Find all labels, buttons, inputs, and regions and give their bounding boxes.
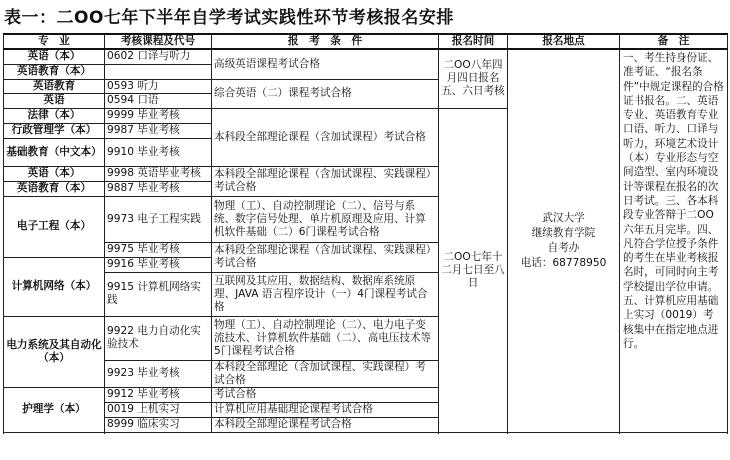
major-cell: 行政管理学（本） xyxy=(4,123,105,138)
condition-cell: 综合英语（二）课程考试合格 xyxy=(212,79,439,108)
header-course: 考核课程及代号 xyxy=(105,34,212,49)
condition-cell: 高级英语课程考试合格 xyxy=(212,49,439,79)
location-line3: 自考办 xyxy=(547,242,580,254)
major-cell: 法律（本） xyxy=(4,108,105,123)
header-location: 报名地点 xyxy=(508,34,620,49)
major-cell: 护理学（本） xyxy=(4,387,105,433)
course-cell xyxy=(105,64,212,79)
major-cell: 英语教育（本） xyxy=(4,64,105,79)
major-cell: 基础教育（中文本） xyxy=(4,138,105,166)
condition-cell: 本科段全部理论课程（含加试课程、实践课程）考试合格 xyxy=(212,166,439,196)
condition-cell: 本科段全部理论（含加试课程、实践课程）考试合格 xyxy=(212,360,439,387)
spacer-cell xyxy=(212,432,439,433)
major-cell: 计算机网络（本） xyxy=(4,257,105,316)
table-row xyxy=(4,49,728,64)
header-condition: 报 考 条 件 xyxy=(212,34,439,49)
condition-cell: 物理（工）、自动控制理论（二）、信号与系统、数字信号处理、单片机原理及应用、计算机软件基础（二）6门课程考试合格 xyxy=(212,196,439,242)
condition-cell: 本科段全部理论课程（含加试课程）考试合格 xyxy=(212,108,439,166)
notes-cell: 一、考生持身份证、准考证、“报名条件”中规定课程的合格证书报名。二、英语专业、英语教育专业口语、听力、口译与听力，环境艺术设计（本）专业形态与空间造型、室内环境设计等课程在报名的次日考试。三、各本科段专业答辩于二OO六年五月完毕。四、凡符合学位授予条件的考生在毕业考核报名时，可同时向主考学校提出学位申请。五、计算机应用基础上实习（0019）考核集中在指定地点进行。 xyxy=(620,49,728,433)
header-row xyxy=(4,34,728,49)
location-phone: 电话：68778950 xyxy=(520,257,607,269)
time-cell-2008: 二OO八年四月四日报名五、六日考核 xyxy=(439,49,508,108)
major-cell: 英语教育（本） xyxy=(4,181,105,196)
course-cell: 9887 毕业考核 xyxy=(105,181,212,196)
course-cell: 0594 口语 xyxy=(105,93,212,108)
header-note: 备 注 xyxy=(620,34,728,49)
header-time: 报名时间 xyxy=(439,34,508,49)
course-cell: 9973 电子工程实践 xyxy=(105,196,212,242)
major-cell: 英语 xyxy=(4,93,105,108)
course-cell: 0602 口译与听力 xyxy=(105,49,212,64)
location-line2: 继续教育学院 xyxy=(531,227,596,239)
location-cell xyxy=(508,49,620,433)
major-cell: 英语（本） xyxy=(4,49,105,64)
location-line1: 武汉大学 xyxy=(542,212,585,224)
major-cell: 英语（本） xyxy=(4,166,105,181)
course-cell: 8999 临床实习 xyxy=(105,417,212,432)
major-cell: 电子工程（本） xyxy=(4,196,105,257)
course-cell: 9975 毕业考核 xyxy=(105,242,212,257)
course-cell: 9916 毕业考核 xyxy=(105,257,212,272)
course-cell: 9998 英语毕业考核 xyxy=(105,166,212,181)
condition-cell: 互联网及其应用、数据结构、数据库系统原理、JAVA 语言程序设计（一）4门课程考试合格 xyxy=(212,272,439,316)
condition-cell: 物理（工）、自动控制理论（二）、电力电子变流技术、计算机软件基础（二）、高电压技术等5门课程考试合格 xyxy=(212,316,439,360)
course-cell: 9923 毕业考核 xyxy=(105,360,212,387)
course-cell: 0593 听力 xyxy=(105,79,212,93)
condition-cell: 计算机应用基础理论课程考试合格 xyxy=(212,402,439,417)
spacer-cell xyxy=(105,432,212,433)
course-cell: 9922 电力自动化实验技术 xyxy=(105,316,212,360)
course-cell: 9912 毕业考核 xyxy=(105,387,212,402)
course-cell: 9999 毕业考核 xyxy=(105,108,212,123)
major-cell: 电力系统及其自动化（本） xyxy=(4,316,105,387)
course-cell: 0019 上机实习 xyxy=(105,402,212,417)
condition-cell: 本科段全部理论课程考试合格 xyxy=(212,417,439,432)
major-cell: 英语教育 xyxy=(4,79,105,93)
registration-table xyxy=(3,33,728,433)
course-cell: 9910 毕业考核 xyxy=(105,138,212,166)
page-title: 表一：二OO七年下半年自学考试实践性环节考核报名安排 xyxy=(4,8,454,28)
time-cell-2007: 二OO七年十二月七日至八日 xyxy=(439,108,508,433)
condition-cell: 本科段全部理论课程（含加试课程、实践课程）考试合格 xyxy=(212,242,439,272)
condition-cell: 考试合格 xyxy=(212,387,439,402)
course-cell: 9915 计算机网络实践 xyxy=(105,272,212,316)
course-cell: 9987 毕业考核 xyxy=(105,123,212,138)
header-major: 专 业 xyxy=(4,34,105,49)
